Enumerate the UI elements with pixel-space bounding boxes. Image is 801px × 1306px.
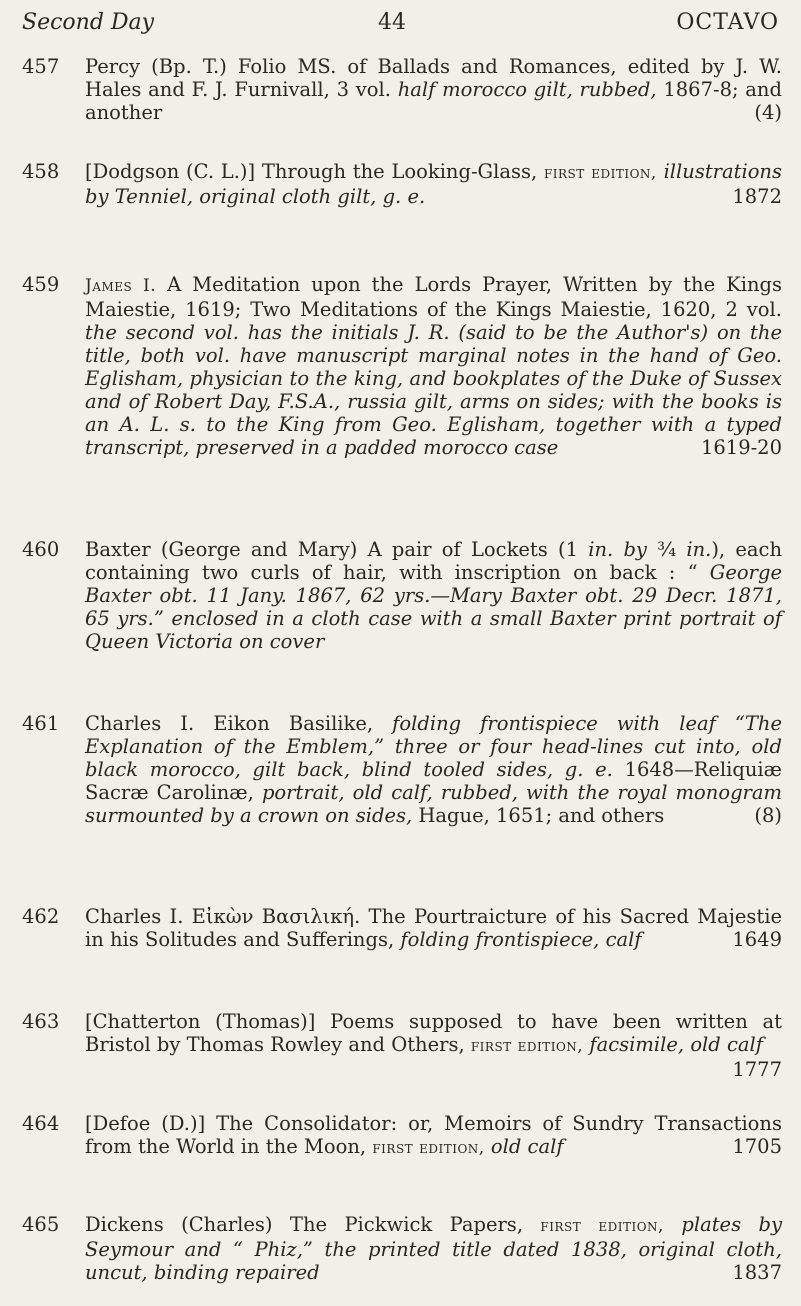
lot-number: 464 — [22, 1112, 60, 1135]
lot-date: 1837 — [732, 1261, 782, 1284]
lot-quantity: (4) — [754, 101, 782, 124]
lot-number: 461 — [22, 712, 60, 735]
header-format: OCTAVO — [676, 10, 779, 35]
lot-number: 463 — [22, 1010, 60, 1033]
lot-date: 1649 — [732, 928, 782, 951]
lot-date: 1705 — [732, 1135, 782, 1158]
lot-entry — [22, 1213, 782, 1284]
lot-number: 459 — [22, 273, 60, 296]
lot-number: 458 — [22, 160, 60, 183]
lot-number: 460 — [22, 538, 60, 561]
lot-description: Dickens (Charles) The Pickwick Papers, first edition, plates by Seymour and “ Phiz,” the printed title dated 1838, original cloth, uncut, binding repaired 1837 — [85, 1213, 782, 1284]
lot-date: 1872 — [732, 185, 782, 208]
lot-entry — [22, 160, 782, 208]
lot-description: [Defoe (D.)] The Consolidator: or, Memoirs of Sundry Transactions from the World in the Moon, first edition, old calf 1705 — [85, 1112, 782, 1158]
lot-number: 457 — [22, 55, 60, 78]
lot-description: Percy (Bp. T.) Folio MS. of Ballads and Romances, edited by J. W. Hales and F. J. Furnivall, 3 vol. half morocco gilt, rubbed, 1867-8; and another (4) — [85, 55, 782, 124]
lot-description: [Chatterton (Thomas)] Poems supposed to have been written at Bristol by Thomas Rowley and Others, first edition, facsimile, old calf 1777 — [85, 1010, 782, 1081]
lot-description: Charles I. Εἰκὼν Βασιλική. The Pourtraicture of his Sacred Majestie in his Solitudes and Sufferings, folding frontispiece, calf 1649 — [85, 905, 782, 951]
lot-entry — [22, 538, 782, 653]
lot-description: [Dodgson (C. L.)] Through the Looking-Glass, first edition, illustrations by Tenniel, original cloth gilt, g. e. 1872 — [85, 160, 783, 208]
header-section-title: Second Day — [22, 10, 155, 35]
lot-entry — [22, 1112, 782, 1160]
lot-number: 462 — [22, 905, 60, 928]
lot-description: James I. A Meditation upon the Lords Prayer, Written by the Kings Maiestie, 1619; Two Meditations of the Kings Maiestie, 1620, 2 vol. the second vol. has the initials J. R. (said to be the Author's) on the title, both vol. have manuscript marginal notes in the hand of Geo. Eglisham, physician to the king, and bookplates of the Duke of Sussex and of Robert Day, F.S.A., russia gilt, arms on sides; with the books is an A. L. s. to the King from Geo. Eglisham, together with a typed transcript, preserved in a padded morocco case 1619-20 — [85, 273, 782, 459]
page-number: 44 — [378, 10, 406, 35]
lot-date: 1619-20 — [700, 436, 782, 459]
lot-number: 465 — [22, 1213, 60, 1236]
lot-quantity: (8) — [754, 804, 782, 827]
lot-date: 1777 — [732, 1058, 782, 1081]
lot-entry — [22, 55, 782, 124]
lot-description: Baxter (George and Mary) A pair of Lockets (1 in. by ¾ in.), each containing two curls of hair, with inscription on back : “ George Baxter obt. 11 Jany. 1867, 62 yrs.—Mary Baxter obt. 29 Decr. 1871, 65 yrs.” enclosed in a cloth case with a small Baxter print portrait of Queen Victoria on cover — [85, 538, 783, 653]
lot-entry — [22, 273, 782, 459]
lot-entry — [22, 1010, 782, 1081]
lot-entry — [22, 712, 782, 827]
lot-entry — [22, 905, 782, 951]
page-header — [22, 10, 779, 44]
lot-description: Charles I. Eikon Basilike, folding frontispiece with leaf “The Explanation of the Emblem,” three or four head-lines cut into, old black morocco, gilt back, blind tooled sides, g. e. 1648—Reliquiæ Sacræ Carolinæ, portrait, old calf, rubbed, with the royal monogram surmounted by a crown on sides, Hague, 1651; and others (8) — [85, 712, 783, 827]
